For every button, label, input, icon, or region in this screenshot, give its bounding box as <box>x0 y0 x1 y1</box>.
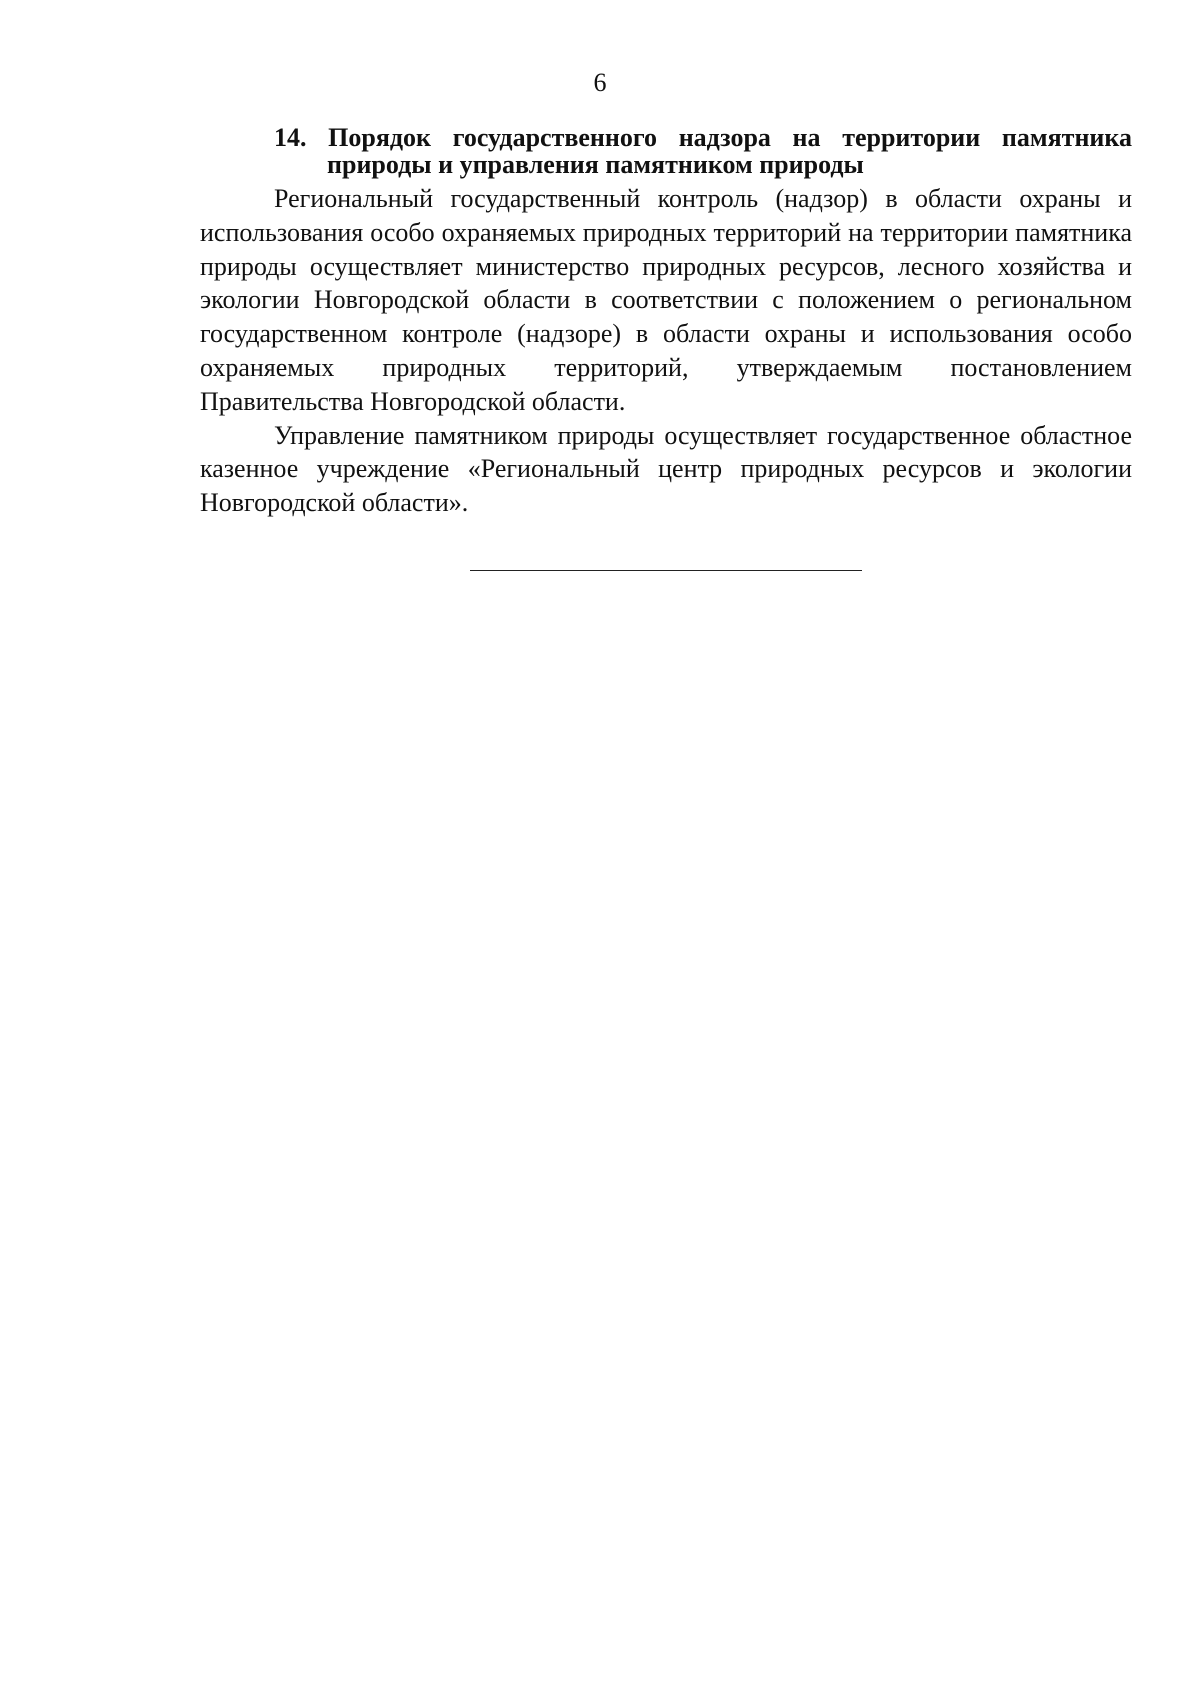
paragraph-management: Управление памятником природы осуществляет государственное областное казенное учреждение «Региональный центр природных ресурсов и экологии Новгородской области». <box>200 420 1132 518</box>
page-number: 6 <box>593 68 607 97</box>
section-heading-line-2: природы и управления памятником природы <box>327 150 864 179</box>
section-heading-line-1: 14. Порядок государственного надзора на территории памятника <box>274 123 1132 152</box>
paragraph-control-supervision: Региональный государственный контроль (надзор) в области охраны и использования особо охраняемых природных территорий на территории памятника природы осуществляет министерство природных ресурсов, лесного хозяйства и экологии Новгородской области в соответствии с положением о региональном государственном контроле (надзоре) в области охраны и использования особо охраняемых природных территорий, утверждаемым постановлением Правительства Новгородской области. <box>200 184 1132 416</box>
end-separator-line <box>470 570 862 571</box>
section-body <box>200 182 1132 520</box>
section-heading <box>274 124 1134 178</box>
